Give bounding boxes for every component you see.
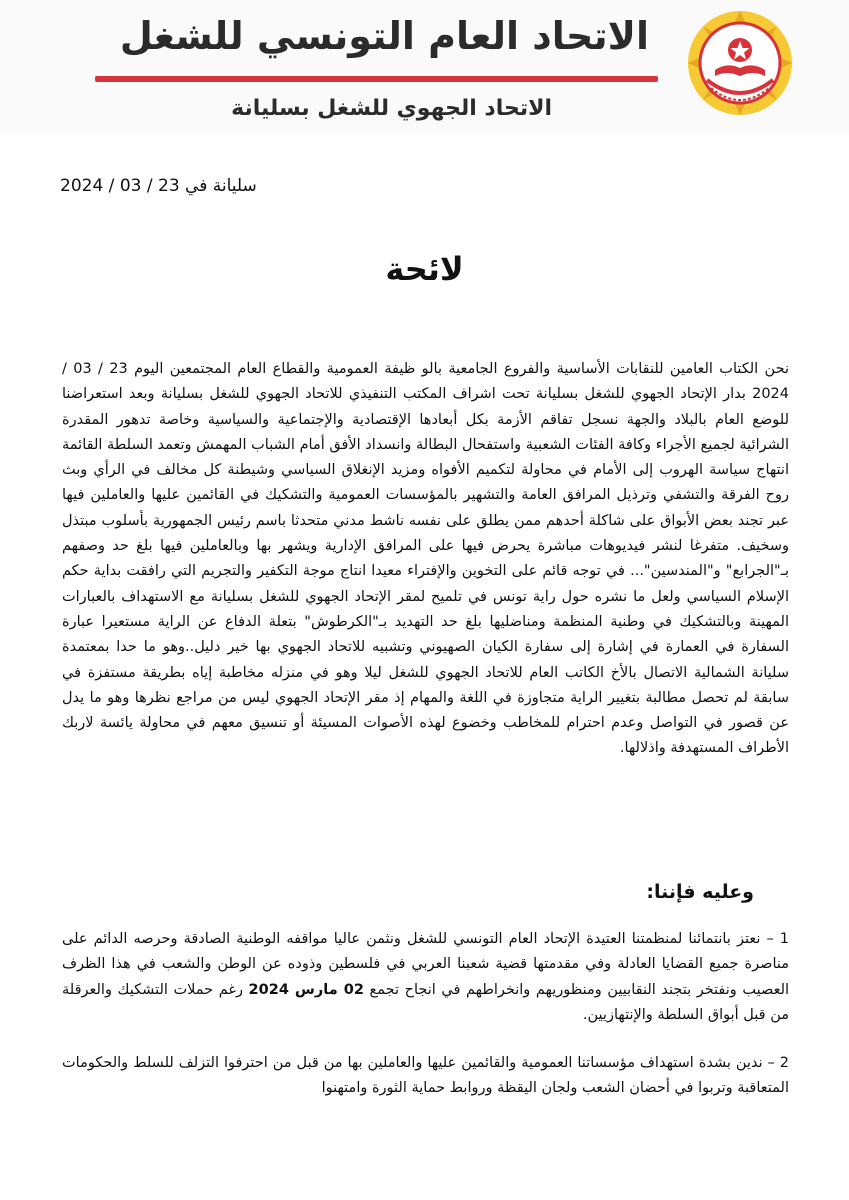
header-divider xyxy=(95,76,658,82)
intro-paragraph: نحن الكتاب العامين للنقابات الأساسية والفروع الجامعية بالو ظيفة العمومية والقطاع العام المجتمعين اليوم 23 / 03 / 2024 بدار الإتحاد الجهوي للشغل بسليانة تحت اشراف المكتب التنفيذي للاتحاد الجهوي للشغل بسليانة وبعد استعراضنا للوضع العام بالبلاد والجهة نسجل تفاقم الأزمة بكل أبعادها الإقتصادية والإجتماعية والسياسية وخاصة تدهور المقدرة الشرائية لجميع الأجراء وكافة الفئات الشعبية واستفحال البطالة وانسداد الأفق أمام الشباب المهمش وتعمد السلطة القائمة انتهاج سياسة الهروب إلى الأمام في محاولة لتكميم الأفواه ومزيد الإنغلاق السياسي وشيطنة كل مخالف في الرأي وبث روح الفرقة والتشفي وترذيل المرافق العامة والتشهير بالمؤسسات العمومية والتشكيك في القائمين عليها والعاملين فيها عبر تجند بعض الأبواق على شاكلة أحدهم ممن يطلق على نفسه ناشط مدني متحدثا باسم رئيس الجمهورية بأسلوب مبتذل وسخيف. متفرغا لنشر فيديوهات مباشرة يحرض فيها على المرافق الإدارية ويشهر بها وبالعاملين فيها بلغ حد وصفهم بـ"الجرابع" و"المندسين"... في توجه قائم على التخوين والإفتراء معيدا انتاج موجة التكفير والتجريم التي رافقت بداية حكم الإسلام السياسي ولعل ما نشره حول راية تونس في تلميح لمقر الإتحاد الجهوي للشغل بسليانة مع الاستهداف بالعبارات المهينة وبالتشكيك في وطنية المنظمة ومناضليها بلغ حد التهديد بـ"الكرطوش" بتعلة الدفاع عن الراية مستعيرا عبارة السفارة في العمارة في إشارة إلى سفارة الكيان الصهيوني وتشبيه للاتحاد الجهوي بها خير دليل..وهو ما حدا بمعتمدة سليانة الشمالية الاتصال بالأخ الكاتب العام للاتحاد الجهوي للشغل ليلا وهو في منزله مخاطبة إياه بطريقة مستفزة في سابقة لم تحصل مطالبة بتغيير الراية متجاوزة في اللغة والمهام إذ مقر الإتحاد الجهوي ليس من مراجع نظرها وهو ما يدل عن قصور في التواصل وعدم احترام للمخاطب وخضوع لهذه الأصوات المسيئة أو تنسيق معهم في محاولة يائسة لاربك الأطراف المستهدفة واذلالها. xyxy=(62,361,789,757)
item-1-text-before: 1 – نعتز بانتمائنا لمنظمتنا العتيدة الإتحاد العام التونسي للشغل ونثمن عاليا مواقفه الوطنية الصادقة وحرصه الدائم على مناصرة جميع القضايا العادلة وفي مقدمتها قضية شعبنا العربي في فلسطين وذوده عن الوطن والشعب في هذا الظرف العصيب ونفتخر بتجند النقابيين ومنظوريهم وانخراطهم في انجاح تجمع xyxy=(62,931,790,998)
resolution-heading: وعليه فإننا: xyxy=(646,881,754,903)
document-title: لائحة xyxy=(385,250,464,288)
ugtt-logo xyxy=(685,8,795,118)
item-1-text-after: رغم حملات التشكيك والعرقلة من قبل أبواق السلطة والإنتهازيين. xyxy=(62,981,789,1023)
letterhead xyxy=(0,0,849,135)
organization-name: الاتحاد العام التونسي للشغل xyxy=(119,14,649,58)
regional-union-name: الاتحاد الجهوي للشغل بسليانة xyxy=(231,96,552,121)
resolution-item-2: 2 – ندين بشدة استهداف مؤسساتنا العمومية والقائمين عليها والعاملين بها من قبل من احترفوا التزلف للسلط والحكومات المتعاقبة وتربوا في أحضان الشعب ولجان اليقظة وروابط حماية الثورة وامتهنوا xyxy=(62,1055,789,1097)
resolution-item-1 xyxy=(62,927,789,1028)
item-1-bold-date: 02 مارس 2024 xyxy=(248,981,364,998)
document-date: سليانة في 23 / 03 / 2024 xyxy=(60,176,257,196)
